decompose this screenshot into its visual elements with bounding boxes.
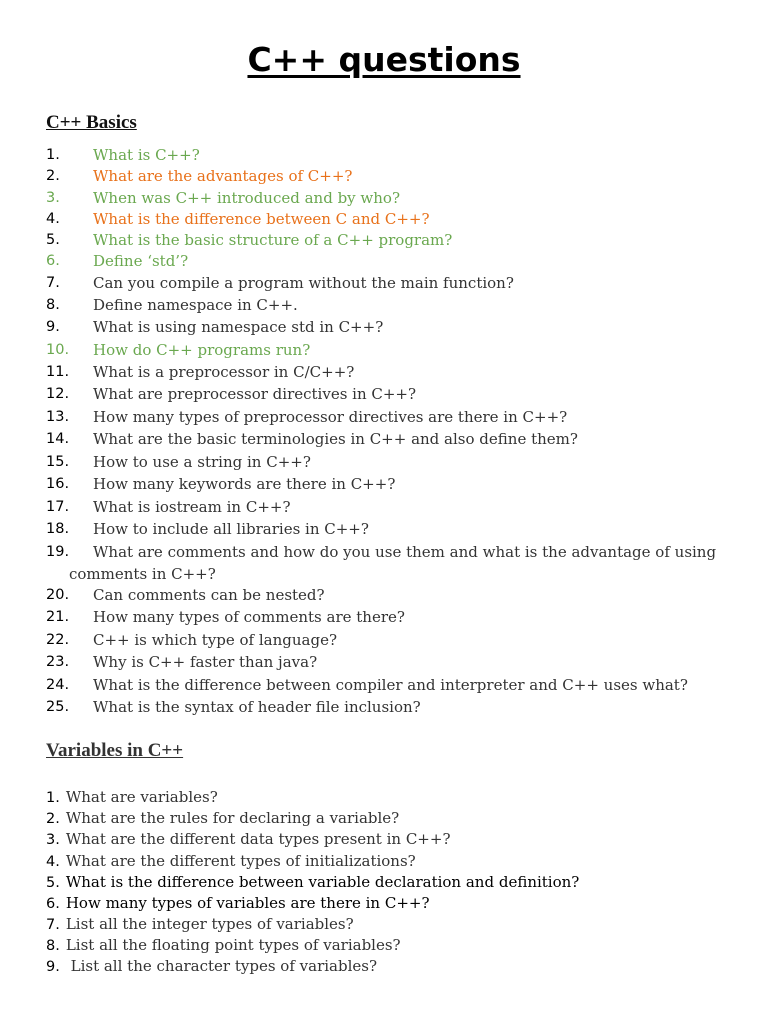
question-text: What is using namespace std in C++? (93, 318, 384, 336)
question-number: 11. (46, 364, 70, 380)
question-text: Define namespace in C++. (93, 296, 298, 314)
variables-question-item (46, 935, 706, 957)
question-text: Can comments can be nested? (93, 586, 325, 604)
question-text: What are the different types of initializations? (65, 852, 416, 870)
question-text: What are the rules for declaring a variable? (65, 809, 400, 827)
question-text: Define ‘std’? (93, 252, 189, 270)
question-number: 2. (46, 168, 60, 184)
question-number: 23. (46, 654, 70, 670)
question-number: 13. (46, 409, 70, 425)
variables-question-item (46, 851, 706, 873)
variables-question-item (46, 893, 706, 915)
question-text: What is the basic structure of a C++ program? (93, 231, 453, 249)
question-text: What are the basic terminologies in C++ and also define them? (93, 430, 578, 448)
question-text: Can you compile a program without the main function? (93, 274, 514, 292)
question-text: How many types of preprocessor directives are there in C++? (93, 408, 568, 426)
question-text: What are variables? (65, 788, 218, 806)
question-number: 9. (46, 319, 60, 335)
question-number: 6. (46, 253, 60, 269)
question-number: 1. (46, 147, 60, 163)
question-number: 16. (46, 476, 70, 492)
variables-question-item (46, 956, 706, 978)
question-number: 9. (46, 959, 60, 975)
question-text: What are the advantages of C++? (93, 167, 353, 185)
question-text: How many types of variables are there in C++? (65, 894, 430, 912)
question-text: What is the difference between compiler and interpreter and C++ uses what? (93, 676, 688, 694)
question-number: 20. (46, 587, 70, 603)
variables-question-item (46, 787, 706, 809)
question-text: What is C++? (93, 146, 200, 164)
question-text: List all the character types of variables? (65, 957, 378, 975)
question-number: 8. (46, 938, 60, 954)
section-heading-basics: C++ Basics (46, 112, 137, 133)
question-text: What are comments and how do you use them and what is the advantage of using (93, 543, 717, 561)
variables-question-item (46, 808, 706, 830)
question-number: 15. (46, 454, 70, 470)
variables-question-item (46, 829, 706, 851)
question-number: 5. (46, 875, 60, 891)
question-number: 5. (46, 232, 60, 248)
question-text: When was C++ introduced and by who? (93, 189, 401, 207)
question-number: 25. (46, 699, 70, 715)
question-text: How many types of comments are there? (93, 608, 405, 626)
question-number: 4. (46, 211, 60, 227)
question-number: 19. (46, 544, 70, 560)
question-text: What is iostream in C++? (93, 498, 291, 516)
question-number: 21. (46, 609, 70, 625)
variables-question-item (46, 872, 706, 894)
question-number: 12. (46, 386, 70, 402)
question-text: What is the syntax of header file inclusion? (93, 698, 421, 716)
variables-question-item (46, 914, 706, 936)
question-text: Why is C++ faster than java? (93, 653, 318, 671)
question-number: 14. (46, 431, 70, 447)
question-text: List all the integer types of variables? (65, 915, 354, 933)
question-text: What is a preprocessor in C/C++? (93, 363, 355, 381)
question-text: What are the different data types present in C++? (65, 830, 451, 848)
question-text: C++ is which type of language? (93, 631, 337, 649)
question-number: 24. (46, 677, 70, 693)
question-number: 3. (46, 832, 60, 848)
question-text: List all the floating point types of variables? (65, 936, 401, 954)
question-text: How to use a string in C++? (93, 453, 311, 471)
question-text: How many keywords are there in C++? (93, 475, 396, 493)
page-title: C++ questions (247, 40, 521, 79)
question-number: 1. (46, 790, 60, 806)
question-number: 8. (46, 297, 60, 313)
question-number: 17. (46, 499, 70, 515)
question-number: 7. (46, 275, 60, 291)
question-text: What are preprocessor directives in C++? (93, 385, 417, 403)
question-text-continuation: comments in C++? (69, 565, 216, 583)
question-number: 10. (46, 342, 70, 358)
question-text: What is the difference between variable declaration and definition? (65, 873, 580, 891)
section-heading-variables: Variables in C++ (46, 740, 184, 761)
question-text: How to include all libraries in C++? (93, 520, 369, 538)
question-number: 6. (46, 896, 60, 912)
question-number: 22. (46, 632, 70, 648)
question-number: 18. (46, 521, 70, 537)
question-number: 2. (46, 811, 60, 827)
question-number: 4. (46, 854, 60, 870)
question-text: What is the difference between C and C++? (93, 210, 430, 228)
question-number: 3. (46, 190, 60, 206)
question-number: 7. (46, 917, 60, 933)
question-text: How do C++ programs run? (93, 341, 311, 359)
